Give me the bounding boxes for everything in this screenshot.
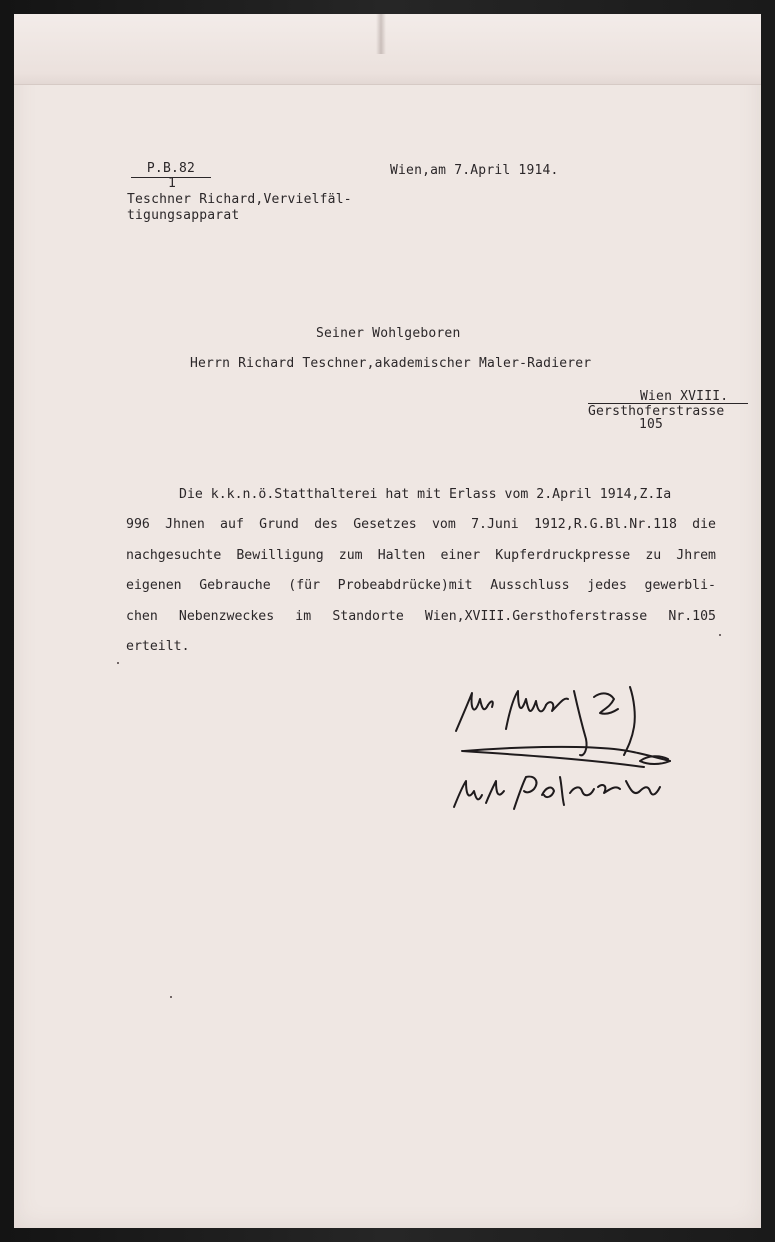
address-house-number: 105 <box>639 417 664 432</box>
addressee: Herrn Richard Teschner,akademischer Maler-Radierer <box>190 356 592 371</box>
paper-fold <box>14 14 761 85</box>
address-street: Gersthoferstrasse <box>588 403 748 419</box>
subject-line: tigungsapparat <box>127 208 240 223</box>
body-line: nachgesuchte Bewilligung zum Halten einer Kupferdruckpresse zu Jhrem <box>126 548 716 563</box>
reference-sub-number: 1 <box>168 176 177 191</box>
ink-speck <box>117 662 119 664</box>
letter-sheet <box>14 14 761 1228</box>
subject-line: Teschner Richard,Vervielfäl- <box>127 192 352 207</box>
reference-number: P.B.82 <box>131 161 211 178</box>
body-line: Die k.k.n.ö.Statthalterei hat mit Erlass vom 2.April 1914,Z.Ia <box>179 487 672 502</box>
ink-speck <box>170 996 172 998</box>
paper-tear <box>376 14 386 54</box>
ink-speck <box>719 634 721 636</box>
place-date: Wien,am 7.April 1914. <box>390 163 559 178</box>
handwritten-signature <box>434 669 694 819</box>
body-line: erteilt. <box>126 639 190 654</box>
body-line: eigenen Gebrauche (für Probeabdrücke)mit Ausschluss jedes gewerbli- <box>126 578 716 593</box>
salutation: Seiner Wohlgeboren <box>316 326 461 341</box>
body-line: 996 Jhnen auf Grund des Gesetzes vom 7.Juni 1912,R.G.Bl.Nr.118 die <box>126 517 716 532</box>
address-city: Wien XVIII. <box>640 389 729 404</box>
body-line: chen Nebenzweckes im Standorte Wien,XVIII.Gersthoferstrasse Nr.105 <box>126 609 716 624</box>
